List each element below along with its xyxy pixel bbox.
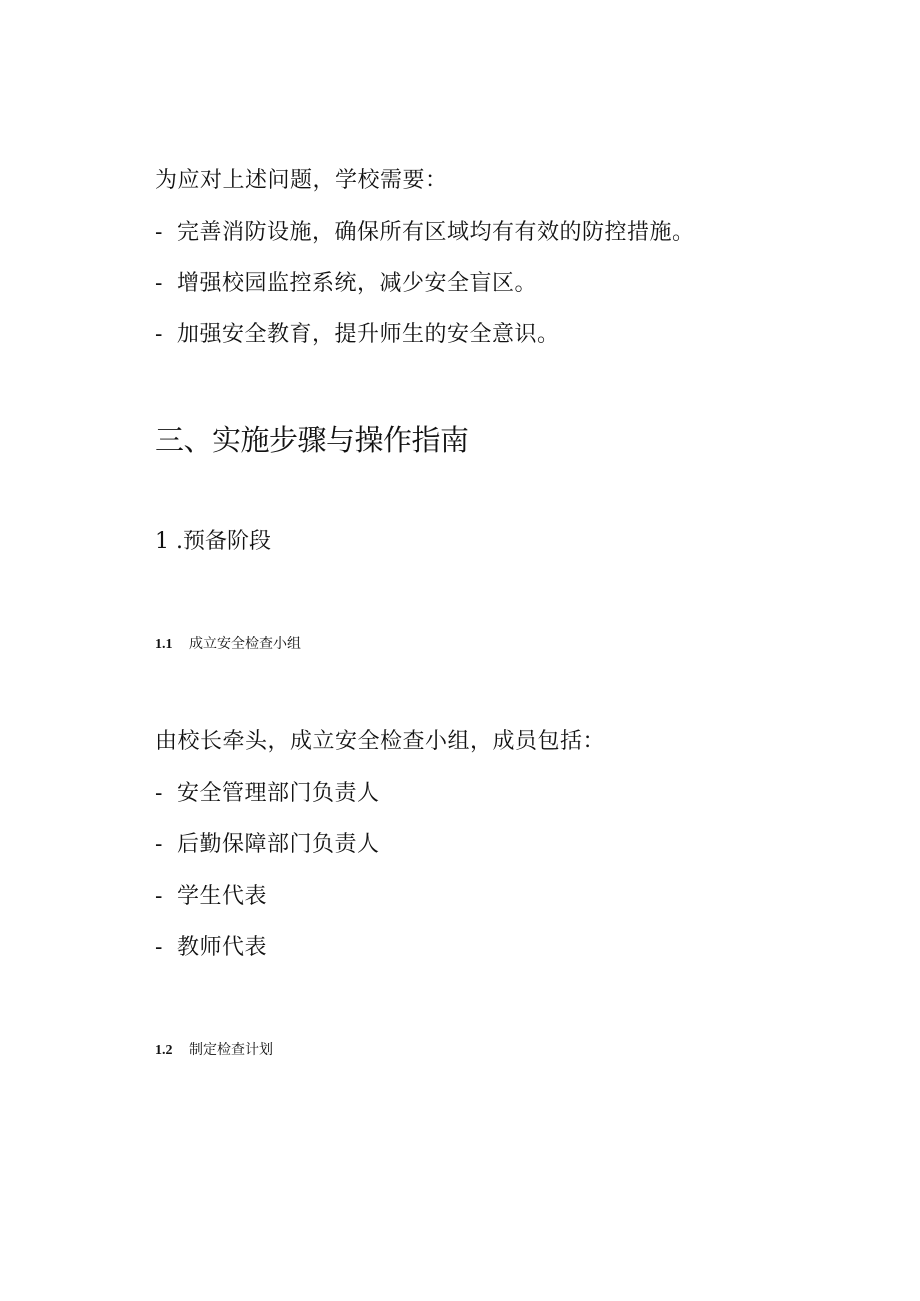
- subsection-number: 1.1: [155, 637, 173, 652]
- step-heading: 1 .预备阶段: [155, 529, 271, 554]
- subsection-number: 1.2: [155, 1043, 173, 1058]
- list-item-text: 后勤保障部门负责人: [177, 832, 380, 857]
- list-item-text: 加强安全教育，提升师生的安全意识。: [177, 322, 560, 347]
- list-item-text: 教师代表: [177, 935, 268, 960]
- bullet-dash: -: [155, 832, 163, 857]
- bullet-dash: -: [155, 884, 163, 909]
- list-item: [155, 937, 267, 959]
- list-item: [155, 886, 267, 908]
- list-item: [155, 324, 560, 346]
- bullet-dash: -: [155, 781, 163, 806]
- bullet-dash: -: [155, 271, 163, 296]
- bullet-dash: -: [155, 322, 163, 347]
- intro-paragraph: 为应对上述问题，学校需要：: [155, 168, 448, 193]
- list-item: [155, 273, 537, 295]
- bullet-dash: -: [155, 935, 163, 960]
- section-heading: 三、实施步骤与操作指南: [155, 423, 469, 457]
- list-item-text: 增强校园监控系统，减少安全盲区。: [177, 271, 538, 296]
- list-item-text: 完善消防设施，确保所有区域均有有效的防控措施。: [177, 220, 695, 245]
- subsection-heading: [155, 637, 301, 652]
- list-item: [155, 783, 380, 805]
- team-paragraph: 由校长牵头，成立安全检查小组，成员包括：: [155, 729, 606, 754]
- subsection-title: 制定检查计划: [189, 1042, 273, 1058]
- subsection-title: 成立安全检查小组: [189, 636, 301, 652]
- subsection-heading: [155, 1043, 273, 1058]
- list-item: [155, 834, 380, 856]
- bullet-dash: -: [155, 220, 163, 245]
- list-item: [155, 222, 695, 244]
- list-item-text: 学生代表: [177, 884, 268, 909]
- list-item-text: 安全管理部门负责人: [177, 781, 380, 806]
